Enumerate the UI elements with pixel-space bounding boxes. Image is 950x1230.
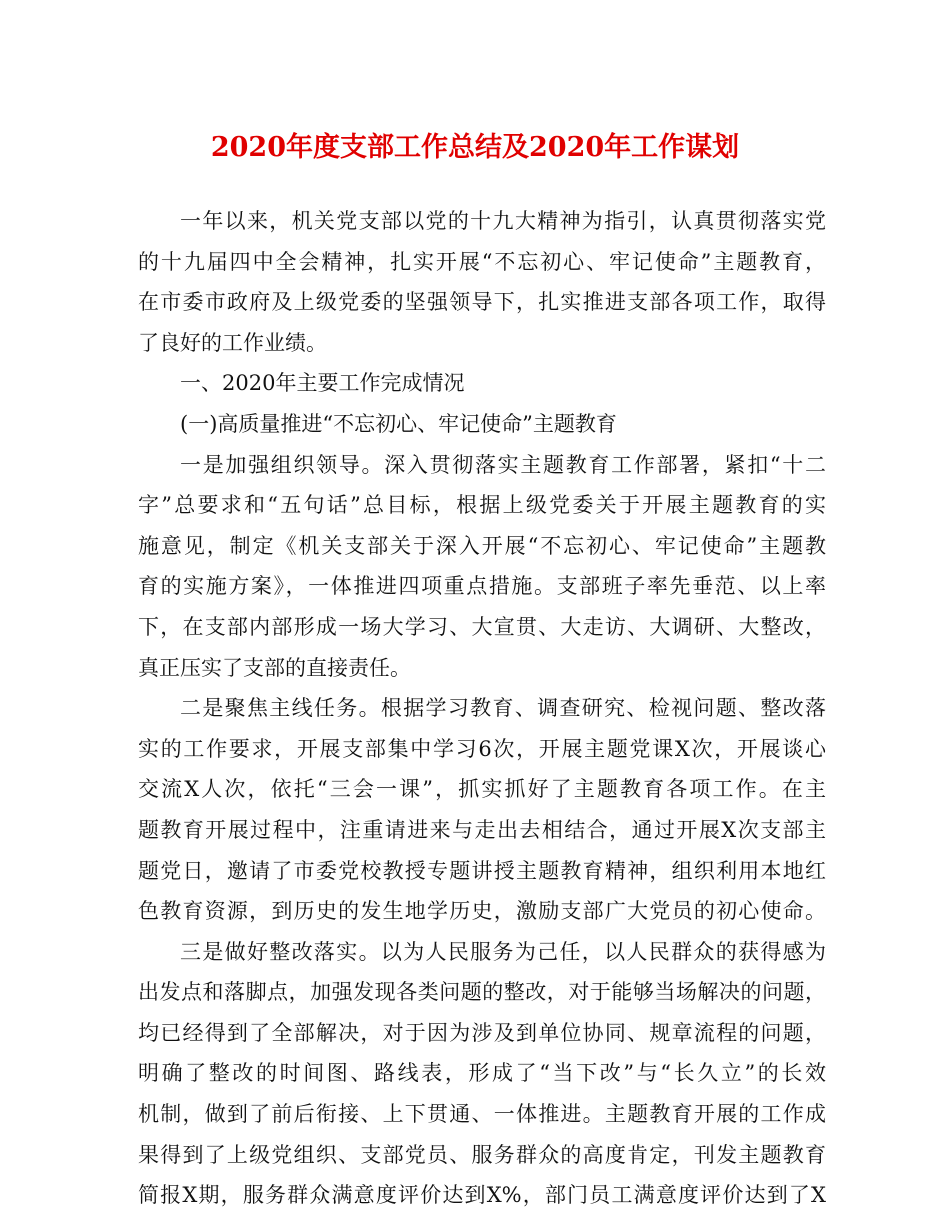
text-line: 一是加强组织领导。深入贯彻落实主题教育工作部署，紧扣“十二 xyxy=(180,452,826,477)
text-line: (一)高质量推进“不忘初心、牢记使命”主题教育 xyxy=(180,411,617,436)
text-line: 下，在支部内部形成一场大学习、大宣贯、大走访、大调研、大整改， xyxy=(138,614,826,639)
text-line: 三是做好整改落实。以为人民服务为己任，以人民群众的获得感为 xyxy=(180,939,826,964)
text-line: 题教育开展过程中，注重请进来与走出去相结合，通过开展X次支部主 xyxy=(138,817,826,842)
text-line: 色教育资源，到历史的发生地学历史，激励支部广大党员的初心使命。 xyxy=(138,899,826,924)
document-title: 2020年度支部工作总结及2020年工作谋划 xyxy=(210,132,740,163)
text-line: 的十九届四中全会精神，扎实开展“不忘初心、牢记使命”主题教育， xyxy=(138,249,826,274)
text-line: 实的工作要求，开展支部集中学习6次，开展主题党课X次，开展谈心 xyxy=(138,736,826,761)
text-line: 真正压实了支部的直接责任。 xyxy=(138,655,411,680)
text-line: 果得到了上级党组织、支部党员、服务群众的高度肯定，刊发主题教育 xyxy=(138,1142,826,1167)
text-line: 题党日，邀请了市委党校教授专题讲授主题教育精神，组织利用本地红 xyxy=(138,858,826,883)
document-body xyxy=(138,201,826,1216)
text-line: 二是聚焦主线任务。根据学习教育、调查研究、检视问题、整改落 xyxy=(180,696,826,721)
text-line: 出发点和落脚点，加强发现各类问题的整改，对于能够当场解决的问题， xyxy=(138,980,826,1005)
text-line: 机制，做到了前后衔接、上下贯通、一体推进。主题教育开展的工作成 xyxy=(138,1102,826,1127)
text-line: 一年以来，机关党支部以党的十九大精神为指引，认真贯彻落实党 xyxy=(180,209,826,233)
text-line: 了良好的工作业绩。 xyxy=(138,330,327,355)
text-line: 交流X人次，依托“三会一课”，抓实抓好了主题教育各项工作。在主 xyxy=(138,777,826,802)
text-line: 施意见，制定《机关支部关于深入开展“不忘初心、牢记使命”主题教 xyxy=(138,533,826,558)
text-line: 均已经得到了全部解决，对于因为涉及到单位协同、规章流程的问题， xyxy=(138,1020,826,1045)
text-line: 简报X期，服务群众满意度评价达到X%，部门员工满意度评价达到了X xyxy=(138,1183,826,1208)
text-line: 育的实施方案》，一体推进四项重点措施。支部班子率先垂范、以上率 xyxy=(138,574,826,599)
text-line: 一、2020年主要工作完成情况 xyxy=(180,371,465,396)
text-line: 字”总要求和“五句话”总目标，根据上级党委关于开展主题教育的实 xyxy=(138,493,826,518)
text-line: 在市委市政府及上级党委的坚强领导下，扎实推进支部各项工作，取得 xyxy=(138,290,826,315)
text-line: 明确了整改的时间图、路线表，形成了“当下改”与“长久立”的长效 xyxy=(138,1061,826,1086)
